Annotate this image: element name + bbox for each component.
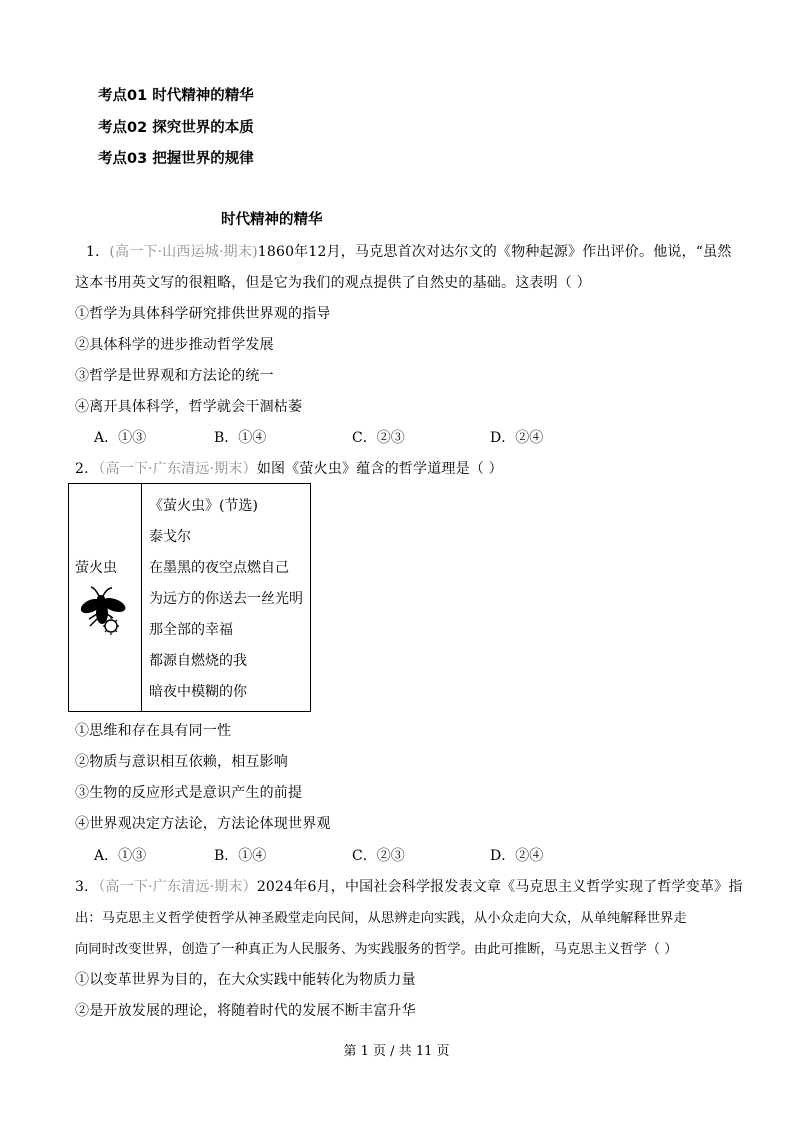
q2-option-c[interactable]: C．②③: [352, 848, 405, 864]
q2-item-3: ③生物的反应形式是意识产生的前提: [75, 785, 303, 801]
q3-stem-text: 2024年6月，中国社会科学报发表文章《马克思主义哲学实现了哲学变革》指: [256, 879, 743, 895]
kaodian-1: 考点01 时代精神的精华: [98, 88, 254, 104]
poem-line-1: 在墨黑的夜空点燃自己: [149, 560, 289, 576]
q2-number: 2．: [75, 461, 99, 477]
q1-item-3: ③哲学是世界观和方法论的统一: [75, 368, 274, 384]
q1-item-4: ④离开具体科学，哲学就会干涸枯萎: [75, 399, 303, 415]
q2-item-2: ②物质与意识相互依赖，相互影响: [75, 754, 288, 770]
q1-stem-line1: [86, 241, 732, 261]
poem-line-5: 暗夜中模糊的你: [149, 684, 247, 700]
q1-option-a[interactable]: A．①③: [94, 430, 147, 446]
poem-line-4: 都源自燃烧的我: [149, 653, 247, 669]
poem-line-3: 那全部的幸福: [149, 622, 233, 638]
q3-source: （高一下·广东清远·期末）: [98, 879, 257, 895]
q3-stem-line1: [75, 876, 743, 896]
q1-number: 1．: [86, 244, 110, 260]
section-title: 时代精神的精华: [221, 212, 323, 228]
kaodian-2: 考点02 探究世界的本质: [98, 120, 254, 136]
kaodian-3: 考点03 把握世界的规律: [98, 151, 254, 167]
q3-stem-line3: 向同时改变世界，创造了一种真正为人民服务、为实践服务的哲学。由此可推断，马克思主义哲学（ ）: [75, 942, 678, 957]
q2-option-b[interactable]: B．①④: [214, 848, 267, 864]
q2-stem-text: 如图《萤火虫》蕴含的哲学道理是（ ）: [256, 461, 503, 477]
q2-option-a[interactable]: A．①③: [94, 848, 147, 864]
table-divider: [141, 484, 142, 711]
q1-option-c[interactable]: C．②③: [352, 430, 405, 446]
q1-item-2: ②具体科学的进步推动哲学发展: [75, 337, 274, 353]
page-footer: 第 1 页 / 共 11 页: [343, 1044, 450, 1059]
poem-line-title: 《萤火虫》(节选): [149, 498, 258, 514]
q1-item-1: ①哲学为具体科学研究排供世界观的指导: [75, 306, 331, 322]
q1-stem-text: 1860年12月，马克思首次对达尔文的《物种起源》作出评价。他说，“虽然: [257, 244, 732, 260]
q1-option-b[interactable]: B．①④: [214, 430, 267, 446]
q2-stem: [75, 458, 503, 478]
q3-item-2: ②是开放发展的理论，将随着时代的发展不断丰富升华: [75, 1003, 416, 1019]
firefly-icon: [81, 586, 127, 636]
q1-option-d[interactable]: D．②④: [490, 430, 544, 446]
table-label: 萤火虫: [75, 560, 117, 576]
q2-option-d[interactable]: D．②④: [490, 848, 544, 864]
q1-stem-line2: 这本书用英文写的很粗略，但是它为我们的观点提供了自然史的基础。这表明（ ）: [75, 275, 591, 291]
q2-item-4: ④世界观决定方法论，方法论体现世界观: [75, 816, 331, 832]
q3-stem-line2: 出：马克思主义哲学使哲学从神圣殿堂走向民间，从思辨走向实践，从小众走向大众，从单纯解释世界走: [75, 911, 687, 926]
q3-number: 3．: [75, 879, 99, 895]
poem-line-author: 泰戈尔: [149, 529, 191, 545]
q3-item-1: ①以变革世界为目的，在大众实践中能转化为物质力量: [75, 972, 416, 988]
poem-table: [68, 483, 311, 712]
q2-item-1: ①思维和存在具有同一性: [75, 723, 232, 739]
q2-source: （高一下·广东清远·期末）: [98, 461, 257, 477]
poem-line-2: 为远方的你送去一丝光明: [149, 591, 303, 607]
q1-source: (高一下·山西运城·期末): [109, 244, 258, 260]
